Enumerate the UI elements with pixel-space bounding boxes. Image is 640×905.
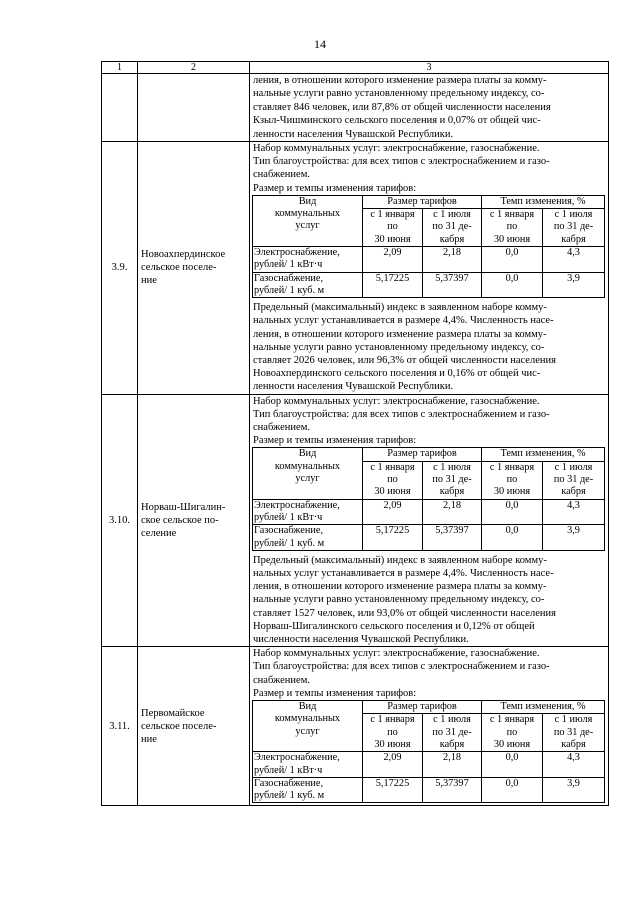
period-header (482, 714, 543, 752)
tariff-value: 0,0 (482, 525, 543, 551)
tariff-table (252, 195, 605, 298)
name-line: Первомайское (141, 707, 205, 719)
tariff-value: 2,18 (423, 752, 482, 778)
header-line: по (387, 474, 398, 486)
service-name (253, 499, 363, 525)
header-line: 30 июня (374, 486, 411, 498)
name-line: сельское поселе- (141, 262, 217, 274)
header-line: услуг (295, 725, 320, 737)
header-line: 30 июня (374, 738, 411, 750)
text-line: Тип благоустройства: для всех типов с электроснабжением и газо- (253, 408, 550, 420)
service-line: рублей/ 1 кВт·ч (254, 259, 323, 271)
name-line: Норваш-Шигалин- (141, 501, 226, 513)
header-line: с 1 июля (554, 461, 593, 473)
text-line: Предельный (максимальный) индекс в заявленном наборе комму- (253, 554, 547, 566)
period-header (543, 461, 605, 499)
header-line: с 1 июля (433, 209, 471, 221)
limit-index-text (250, 301, 608, 393)
row-number: 3.10. (102, 394, 138, 647)
service-line: рублей/ 1 кВт·ч (254, 511, 323, 523)
row-number: 3.11. (102, 647, 138, 806)
header-line: с 1 января (489, 461, 535, 473)
tariff-value: 2,09 (363, 499, 423, 525)
text-line: снабжением. (253, 674, 310, 686)
continuation-text (250, 74, 609, 142)
header-line: кабря (561, 233, 586, 245)
name-line: сельское поселе- (141, 720, 217, 732)
empty-cell (102, 74, 138, 142)
header-line: 30 июня (493, 486, 531, 498)
header-line: кабря (439, 233, 465, 245)
header-line: 30 июня (374, 233, 411, 245)
text-line: нальных услуг устанавливается в размере 4,4%. Численность насе- (253, 315, 554, 327)
tariff-value: 5,17225 (363, 777, 423, 803)
service-type-header (253, 701, 363, 752)
column-number-row (102, 62, 609, 74)
empty-cell (138, 74, 250, 142)
header-line: с 1 июля (554, 714, 593, 726)
tariff-size-header: Размер тарифов (363, 701, 482, 714)
header-line: по 31 де- (553, 474, 594, 486)
text-line: Размер и темпы изменения тарифов: (253, 182, 417, 194)
settlement-row (102, 647, 609, 806)
settlement-name (138, 142, 250, 395)
page-number: 14 (314, 37, 326, 51)
tariff-value: 0,0 (482, 777, 543, 803)
service-name (253, 777, 363, 803)
header-line: 30 июня (493, 233, 531, 245)
text-line: ленности населения Чувашской Республики. (253, 128, 454, 140)
intro-text (250, 142, 608, 195)
text-line: снабжением. (253, 422, 310, 434)
tariff-table (252, 447, 605, 550)
name-line: ское сельское по- (141, 514, 219, 526)
service-type-header (253, 448, 363, 499)
text-line: Кзыл-Чишминского сельского поселения и 0,07% от общей чис- (253, 115, 541, 127)
intro-text (250, 395, 608, 448)
header-line: по (506, 726, 518, 738)
tariff-value: 4,3 (543, 247, 605, 273)
period-header (363, 461, 423, 499)
service-row (253, 525, 605, 551)
settlement-row (102, 394, 609, 647)
header-line: по 31 де- (432, 726, 472, 738)
limit-index-text (250, 554, 608, 646)
tariff-value: 5,17225 (363, 272, 423, 298)
tariff-value: 0,0 (482, 499, 543, 525)
continuation-row (102, 74, 609, 142)
header-line: по (387, 726, 398, 738)
text-line: Набор коммунальных услуг: электроснабжение, газоснабжение. (253, 648, 540, 660)
tariff-value: 4,3 (543, 752, 605, 778)
service-name (253, 525, 363, 551)
header-line: 30 июня (493, 738, 531, 750)
text-line: нальные услуги равно установленному предельному индексу, со- (253, 594, 545, 606)
settlement-name (138, 647, 250, 806)
header-line: кабря (439, 486, 465, 498)
header-line: услуг (295, 473, 320, 485)
period-header (423, 209, 482, 247)
header-line: с 1 января (370, 461, 415, 473)
header-line: коммунальных (274, 460, 341, 472)
header-line: Вид (298, 448, 317, 460)
service-row (253, 777, 605, 803)
text-line: нальных услуг устанавливается в размере 4,4%. Численность насе- (253, 568, 554, 580)
text-line: нальные услуги равно установленному предельному индексу, со- (253, 88, 545, 100)
tariff-value: 3,9 (543, 272, 605, 298)
header-line: по 31 де- (432, 221, 472, 233)
text-line: ления, в отношении которого изменение размера платы за комму- (253, 328, 547, 340)
header-line: с 1 января (370, 209, 415, 221)
tariff-value: 5,17225 (363, 525, 423, 551)
service-line: Газоснабжение, (254, 777, 324, 789)
header-line: коммунальных (274, 208, 341, 220)
intro-text (250, 647, 608, 700)
text-line: Набор коммунальных услуг: электроснабжение, газоснабжение. (253, 143, 540, 155)
service-type-header (253, 195, 363, 246)
text-line: ставляет 2026 человек, или 96,3% от общей численности населения (253, 355, 556, 367)
tariff-description (250, 142, 609, 395)
period-header (482, 209, 543, 247)
service-row (253, 499, 605, 525)
header-line: по 31 де- (553, 221, 594, 233)
service-name (253, 272, 363, 298)
text-line: ставляет 846 человек, или 87,8% от общей численности населения (253, 101, 551, 113)
service-line: Электроснабжение, (254, 752, 340, 764)
service-line: Электроснабжение, (254, 499, 340, 511)
change-rate-header: Темп изменения, % (482, 701, 605, 714)
period-header (423, 461, 482, 499)
header-line: кабря (561, 486, 586, 498)
text-line: Размер и темпы изменения тарифов: (253, 687, 417, 699)
tariff-description (250, 394, 609, 647)
settlement-name (138, 394, 250, 647)
text-line: Тип благоустройства: для всех типов с электроснабжением и газо- (253, 661, 550, 673)
header-line: по 31 де- (553, 726, 594, 738)
name-line: Новоахпердинское (141, 249, 226, 261)
header-line: по (506, 221, 518, 233)
change-rate-header: Темп изменения, % (482, 448, 605, 461)
service-row (253, 247, 605, 273)
col-header-2: 2 (138, 62, 250, 74)
period-header (363, 209, 423, 247)
header-line: с 1 января (489, 714, 535, 726)
header-line: коммунальных (274, 713, 341, 725)
change-rate-header: Темп изменения, % (482, 195, 605, 208)
service-name (253, 752, 363, 778)
header-line: с 1 января (370, 714, 415, 726)
col-header-3: 3 (250, 62, 609, 74)
text-line: Тип благоустройства: для всех типов с электроснабжением и газо- (253, 156, 550, 168)
col-header-1: 1 (102, 62, 138, 74)
service-line: рублей/ 1 куб. м (254, 790, 325, 802)
text-line: Набор коммунальных услуг: электроснабжение, газоснабжение. (253, 395, 540, 407)
period-header (363, 714, 423, 752)
tariff-value: 3,9 (543, 525, 605, 551)
period-header (543, 209, 605, 247)
tariff-value: 2,18 (423, 499, 482, 525)
tariff-value: 5,37397 (423, 525, 482, 551)
tariff-table (252, 700, 605, 803)
tariff-value: 0,0 (482, 752, 543, 778)
text-line: ленности населения Чувашской Республики. (253, 381, 454, 393)
text-line: нальные услуги равно установленному предельному индексу, со- (253, 341, 545, 353)
text-line: Новоахпердинского сельского поселения и 0,16% от общей чис- (253, 368, 541, 380)
tariff-size-header: Размер тарифов (363, 448, 482, 461)
header-line: Вид (298, 701, 317, 713)
header-line: с 1 июля (433, 714, 471, 726)
tariff-value: 2,09 (363, 752, 423, 778)
service-row (253, 272, 605, 298)
text-line: численности населения Чувашской Республики. (253, 634, 469, 646)
service-line: Газоснабжение, (254, 525, 324, 537)
tariff-value: 2,09 (363, 247, 423, 273)
text-line: Предельный (максимальный) индекс в заявленном наборе комму- (253, 302, 547, 314)
header-line: услуг (295, 220, 320, 232)
tariff-value: 0,0 (482, 272, 543, 298)
tariff-value: 5,37397 (423, 272, 482, 298)
name-line: ние (141, 733, 157, 745)
header-line: с 1 июля (554, 209, 593, 221)
service-line: Газоснабжение, (254, 272, 324, 284)
tariff-value: 5,37397 (423, 777, 482, 803)
name-line: селение (141, 527, 177, 539)
period-header (423, 714, 482, 752)
period-header (482, 461, 543, 499)
text-line: Норваш-Шигалинского сельского поселения и 0,12% от общей (253, 620, 535, 632)
header-line: Вид (298, 195, 317, 207)
text-line: ления, в отношении которого изменение размера платы за комму- (253, 581, 547, 593)
header-line: по 31 де- (432, 474, 472, 486)
header-line: по (387, 221, 398, 233)
tariff-value: 3,9 (543, 777, 605, 803)
tariff-size-header: Размер тарифов (363, 195, 482, 208)
service-row (253, 752, 605, 778)
row-number: 3.9. (102, 142, 138, 395)
service-line: рублей/ 1 кВт·ч (254, 764, 323, 776)
service-line: рублей/ 1 куб. м (254, 284, 325, 296)
tariff-value: 2,18 (423, 247, 482, 273)
service-name (253, 247, 363, 273)
header-line: кабря (439, 738, 465, 750)
header-line: с 1 января (489, 209, 535, 221)
text-line: Размер и темпы изменения тарифов: (253, 435, 417, 447)
header-line: кабря (561, 738, 586, 750)
text-line: ления, в отношении которого изменение размера платы за комму- (253, 75, 547, 86)
tariff-value: 4,3 (543, 499, 605, 525)
service-line: рублей/ 1 куб. м (254, 537, 325, 549)
service-line: Электроснабжение, (254, 247, 340, 259)
header-line: с 1 июля (433, 461, 471, 473)
period-header (543, 714, 605, 752)
name-line: ние (141, 275, 157, 287)
text-line: снабжением. (253, 169, 310, 181)
text-line: ставляет 1527 человек, или 93,0% от общей численности населения (253, 607, 556, 619)
settlements-table (101, 61, 609, 806)
settlement-row (102, 142, 609, 395)
tariff-description (250, 647, 609, 806)
tariff-value: 0,0 (482, 247, 543, 273)
header-line: по (506, 474, 518, 486)
